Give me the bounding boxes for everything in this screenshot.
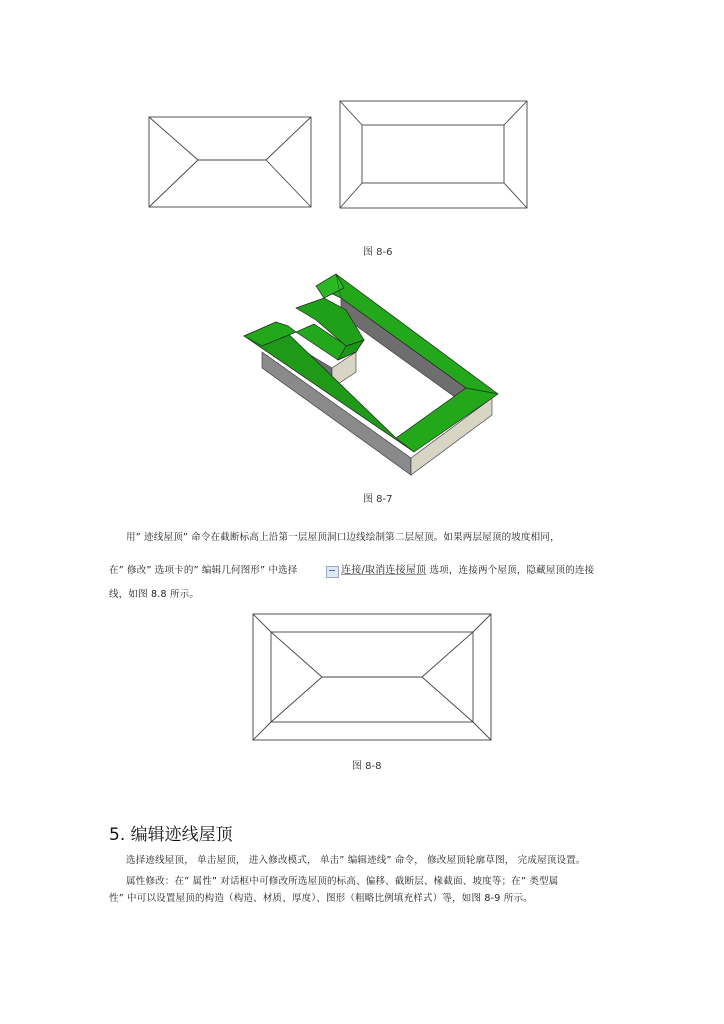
paragraph-1-line-2-after: 选项，连接两个屋顶，隐藏屋顶的连接 — [429, 565, 595, 576]
paragraph-1-line-1: 用” 迹线屋顶” 命令在截断标高上沿第一层屋顶洞口边线绘制第二层屋顶。如果两层屋顶的坡度相同， — [126, 532, 560, 543]
section-5-line-2: 属性修改：在” 属性” 对话框中可修改所选屋顶的标高、偏移、截断层、椽截面、坡度等；在” 类型属 — [126, 876, 559, 887]
figure-8-8 — [250, 610, 495, 745]
figure-8-6 — [140, 95, 540, 220]
figure-8-7 — [236, 270, 516, 480]
section-5-line-1: 选择迹线屋顶， 单击屋顶， 进入修改模式， 单击” 编辑迹线” 命令， 修改屋顶轮廓草图， 完成屋顶设置。 — [126, 855, 586, 866]
figure-8-7-drawing — [236, 270, 516, 480]
join-roof-icon — [326, 566, 339, 578]
figure-8-8-caption: 图 8-8 — [352, 761, 382, 772]
section-5-heading: 5. 编辑迹线屋顶 — [109, 825, 233, 845]
figure-8-6-caption: 图 8-6 — [363, 247, 393, 258]
join-unjoin-roof-label: 连接/取消连接屋顶 — [341, 565, 427, 576]
section-5-line-3: 性” 中可以设置屋顶的构造（构造、材质、厚度）、图形（粗略比例填充样式）等，如图 8-9 所示。 — [109, 893, 533, 904]
figure-8-8-drawing — [250, 610, 495, 745]
join-unjoin-roof-button — [326, 565, 429, 576]
paragraph-1-line-2 — [109, 561, 594, 577]
paragraph-1-line-2-before: 在” 修改” 选项卡的” 编辑几何图形” 中选择 — [109, 565, 298, 576]
figure-8-7-caption: 图 8-7 — [363, 494, 393, 505]
paragraph-1-line-3: 线，如图 8.8 所示。 — [109, 589, 200, 600]
figure-8-6-drawing — [140, 95, 540, 220]
